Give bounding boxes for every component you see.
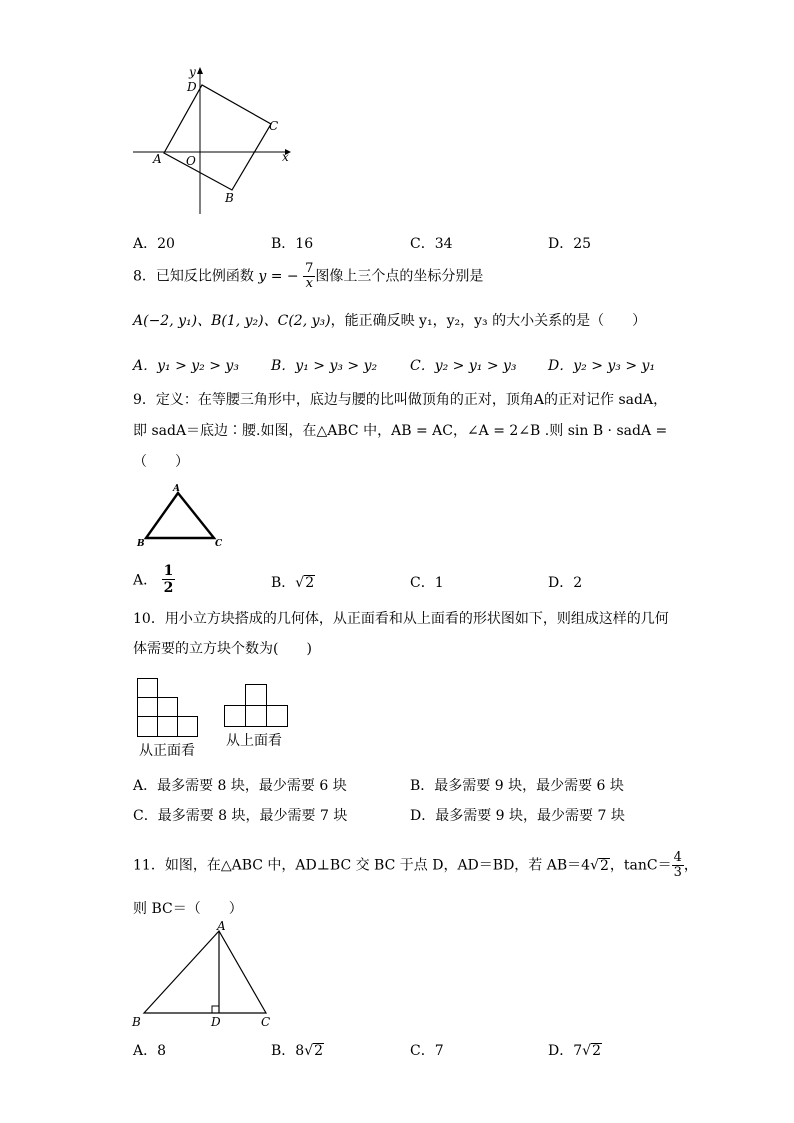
front-cube [177, 716, 198, 737]
q8-func-y: y [258, 268, 267, 285]
q9-stem-line3: （ ） [133, 454, 189, 470]
q11-optB-prefix: B． [271, 1043, 296, 1059]
q9-optA-den: 2 [163, 580, 174, 596]
q9-stem-line2: 即 sadA＝底边∶腰.如图，在△ABC 中，AB = AC，∠A = 2∠B .则 sin B · sadA = [133, 423, 668, 439]
label-D: D [211, 1015, 221, 1029]
q7-option-d[interactable]: D．25 [548, 236, 592, 252]
q9-option-b[interactable]: B．√2 [271, 575, 315, 591]
label-C: C [269, 119, 279, 133]
q7-option-b[interactable]: B．16 [271, 236, 314, 252]
label-A: A [217, 920, 226, 933]
label-C: C [261, 1015, 271, 1029]
q11-option-a[interactable]: A．8 [133, 1043, 167, 1059]
q11-option-c[interactable]: C．7 [410, 1043, 444, 1059]
front-cube [137, 716, 158, 737]
q8-text-before: 已知反比例函数 [155, 268, 254, 285]
q8-frac-num: 7 [305, 261, 314, 276]
q10-option-b[interactable]: B．最多需要 9 块，最少需要 6 块 [410, 778, 624, 794]
q11-optD-sqrt: 2 [592, 1043, 601, 1059]
q8-text-after: 图像上三个点的坐标分别是 [315, 268, 484, 285]
q9-option-c[interactable]: C．1 [410, 575, 444, 591]
q7-option-a[interactable]: A．20 [133, 236, 175, 252]
q10-option-a[interactable]: A．最多需要 8 块，最少需要 6 块 [133, 778, 347, 794]
q11-tan-num: 4 [673, 850, 682, 865]
q10-top-caption: 从上面看 [226, 733, 282, 749]
front-cube [157, 716, 178, 737]
q8-option-d[interactable]: D．y₂ > y₃ > y₁ [548, 358, 656, 374]
q11-optB-sqrt: 2 [314, 1043, 324, 1059]
label-A: A [153, 152, 162, 166]
label-A: A [173, 484, 180, 494]
q7-option-c[interactable]: C．34 [410, 236, 453, 252]
q11-optD-coef: 7 [573, 1043, 583, 1059]
q8-frac-den: x [305, 276, 313, 291]
q10-front-caption: 从正面看 [139, 743, 195, 759]
q9-optA-num: 1 [163, 563, 174, 579]
front-cube [157, 697, 178, 717]
label-D: D [187, 80, 197, 94]
q9-stem-line1: 9．定义：在等腰三角形中，底边与腰的比叫做顶角的正对，顶角A的正对记作 sadA， [133, 392, 668, 408]
q11-option-d[interactable]: D．7√2 [548, 1043, 601, 1059]
q9-option-a[interactable] [133, 563, 175, 596]
q8-number: 8． [133, 268, 156, 285]
triangle-ABC [146, 493, 214, 538]
q10-option-d[interactable]: D．最多需要 9 块，最少需要 7 块 [410, 808, 625, 824]
q11-optB-coef: 8 [295, 1043, 305, 1059]
label-O: O [186, 154, 196, 168]
q9-optB-prefix: B． [271, 575, 296, 591]
q8-fraction [303, 262, 315, 291]
label-x: x [282, 150, 289, 164]
q8-func-eq: = − [270, 268, 299, 285]
label-B: B [137, 539, 145, 549]
square-ABCD [164, 85, 271, 190]
label-B: B [132, 1015, 141, 1029]
q8-points: A(−2, y₁)、B(1, y₂)、C(2, y₃) [133, 313, 331, 329]
q10-option-c[interactable]: C．最多需要 8 块，最少需要 7 块 [133, 808, 348, 824]
y-axis-arrow [197, 67, 203, 74]
q10-stem-line1: 10．用小立方块搭成的几何体，从正面看和从上面看的形状图如下，则组成这样的几何 [133, 611, 669, 627]
q9-optB-sqrt: 2 [305, 575, 315, 591]
q9-triangle-figure [132, 482, 232, 550]
front-cube [137, 678, 158, 698]
q8-line2-text: ，能正确反映 y₁，y₂，y₃ 的大小关系的是（ ） [330, 313, 647, 329]
q11-sqrt: 2 [599, 857, 609, 874]
q11-tan-den: 3 [673, 865, 682, 880]
label-B: B [225, 191, 234, 205]
q11-stem-line2: 则 BC＝（ ） [133, 901, 243, 917]
q8-stem-line2 [133, 311, 646, 331]
top-cube [245, 684, 267, 706]
q8-option-a[interactable]: A．y₁ > y₂ > y₃ [133, 358, 239, 374]
right-angle-mark [212, 1006, 219, 1013]
q8-option-b[interactable]: B．y₁ > y₃ > y₂ [271, 358, 378, 374]
q10-stem-line2: 体需要的立方块个数为( ) [133, 641, 312, 657]
triangle-ABC [144, 931, 266, 1013]
q11-line1-b: ，tanC＝ [609, 857, 672, 874]
q9-optA-fraction [162, 563, 176, 596]
label-C: C [215, 539, 223, 549]
q9-option-d[interactable]: D．2 [548, 575, 583, 591]
q9-optA-prefix: A． [133, 572, 158, 589]
q11-line1-a: 11．如图，在△ABC 中，AD⊥BC 交 BC 于点 D，AD＝BD，若 AB＝4 [133, 857, 591, 874]
q8-stem-line1 [133, 262, 483, 291]
q11-tan-fraction [672, 851, 684, 880]
top-cube [266, 705, 288, 727]
top-cube [245, 705, 267, 727]
q11-line1-c: ， [683, 857, 698, 874]
q11-optD-prefix: D． [548, 1043, 574, 1059]
top-cube [224, 705, 246, 727]
q11-triangle-figure [128, 920, 278, 1032]
q8-option-c[interactable]: C．y₂ > y₁ > y₃ [410, 358, 517, 374]
label-y: y [189, 65, 196, 79]
front-cube [137, 697, 158, 717]
q7-coordinate-figure [125, 62, 300, 220]
q11-option-b[interactable]: B．8√2 [271, 1043, 324, 1059]
q11-stem-line1: 11．如图，在△ABC 中，AD⊥BC 交 BC 于点 D，AD＝BD，若 AB＝4√2，tanC＝ $\frac{4}{3}$ ， [133, 850, 698, 880]
